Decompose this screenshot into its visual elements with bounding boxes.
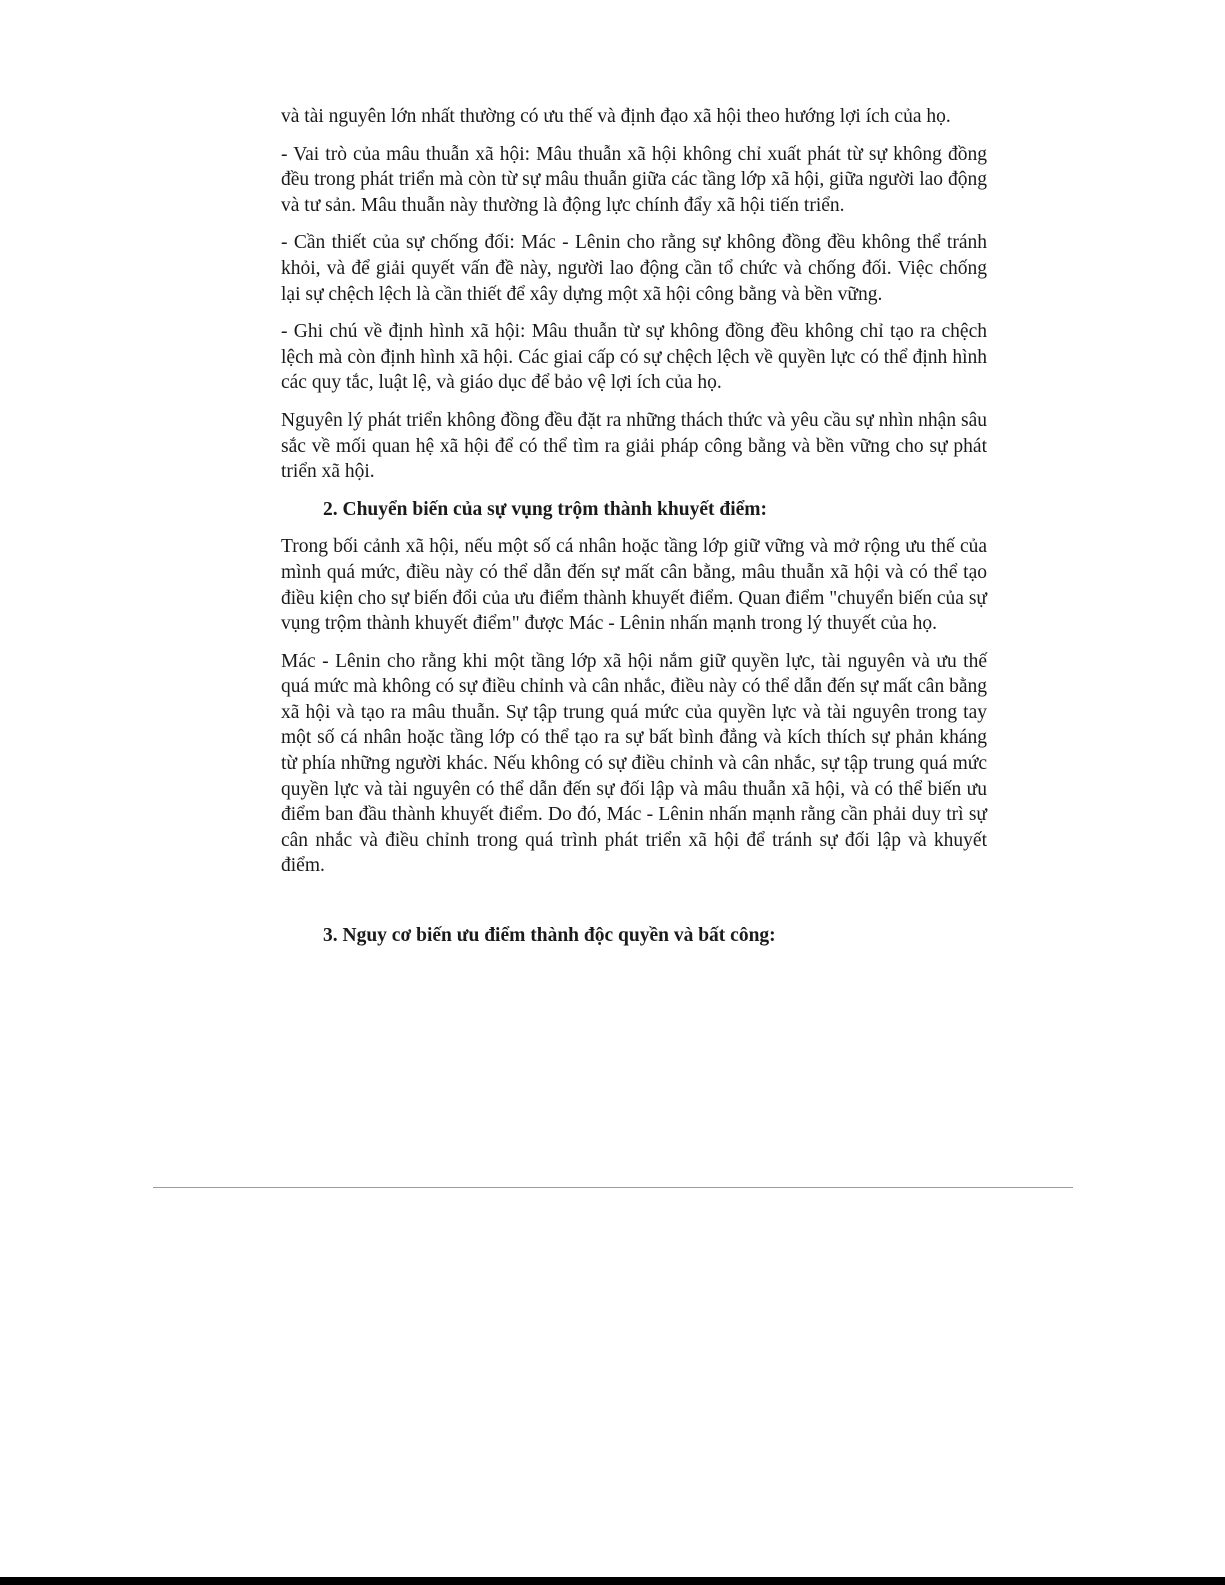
paragraph-social-shaping-note: - Ghi chú về định hình xã hội: Mâu thuẫn từ sự không đồng đều không chỉ tạo ra chệch lệch mà còn định hình xã hội. Các giai cấp có sự chệch lệch về quyền lực có thể định hình các quy tắc, luật lệ, và giáo dục để bảo vệ lợi ích của họ. <box>281 321 987 394</box>
paragraph-section-2-intro: Trong bối cảnh xã hội, nếu một số cá nhân hoặc tầng lớp giữ vững và mở rộng ưu thế của mình quá mức, điều này có thể dẫn đến sự mất cân bằng, mâu thuẫn xã hội và có thể tạo điều kiện cho sự biến đổi của ưu điểm thành khuyết điểm. Quan điểm "chuyển biến của sự vụng trộm thành khuyết điểm" được Mác - Lênin nhấn mạnh trong lý thuyết của họ. <box>281 536 987 635</box>
section-heading-3: 3. Nguy cơ biến ưu điểm thành độc quyền và bất công: <box>323 925 776 947</box>
section-heading-2: 2. Chuyển biến của sự vụng trộm thành khuyết điểm: <box>323 498 768 520</box>
paragraph-uneven-development-summary: Nguyên lý phát triển không đồng đều đặt ra những thách thức và yêu cầu sự nhìn nhận sâu sắc về mối quan hệ xã hội để có thể tìm ra giải pháp công bằng và bền vững cho sự phát triển xã hội. <box>281 409 987 483</box>
document-body <box>281 104 987 961</box>
paragraph-continuation: và tài nguyên lớn nhất thường có ưu thế và định đạo xã hội theo hướng lợi ích của họ. <box>281 106 951 127</box>
page-separator-line <box>153 1187 1073 1188</box>
paragraph-social-conflict-role: - Vai trò của mâu thuẫn xã hội: Mâu thuẫn xã hội không chỉ xuất phát từ sự không đồng đều trong phát triển mà còn từ sự mâu thuẫn giữa các tầng lớp xã hội, giữa người lao động và tư sản. Mâu thuẫn này thường là động lực chính đẩy xã hội tiến triển. <box>281 143 987 216</box>
paragraph-need-for-resistance: - Cần thiết của sự chống đối: Mác - Lênin cho rằng sự không đồng đều không thể tránh khỏi, và để giải quyết vấn đề này, người lao động cần tổ chức và chống đối. Việc chống lại sự chệch lệch là cần thiết để xây dựng một xã hội công bằng và bền vững. <box>281 232 987 305</box>
bottom-edge-bar <box>0 1577 1225 1585</box>
paragraph-section-2-body: Mác - Lênin cho rằng khi một tầng lớp xã hội nắm giữ quyền lực, tài nguyên và ưu thế quá mức mà không có sự điều chỉnh và cân nhắc, điều này có thể dẫn đến sự mất cân bằng xã hội và tạo ra mâu thuẫn. Sự tập trung quá mức của quyền lực và tài nguyên trong tay một số cá nhân hoặc tầng lớp có thể tạo ra sự bất bình đẳng và kích thích sự phản kháng từ phía những người khác. Nếu không có sự điều chỉnh và cân nhắc, sự tập trung quá mức quyền lực và tài nguyên có thể dẫn đến sự đối lập và mâu thuẫn xã hội, và có thể biến ưu điểm ban đầu thành khuyết điểm. Do đó, Mác - Lênin nhấn mạnh rằng cần phải duy trì sự cân nhắc và điều chỉnh trong quá trình phát triển xã hội để tránh sự đối lập và khuyết điểm. <box>281 650 987 877</box>
